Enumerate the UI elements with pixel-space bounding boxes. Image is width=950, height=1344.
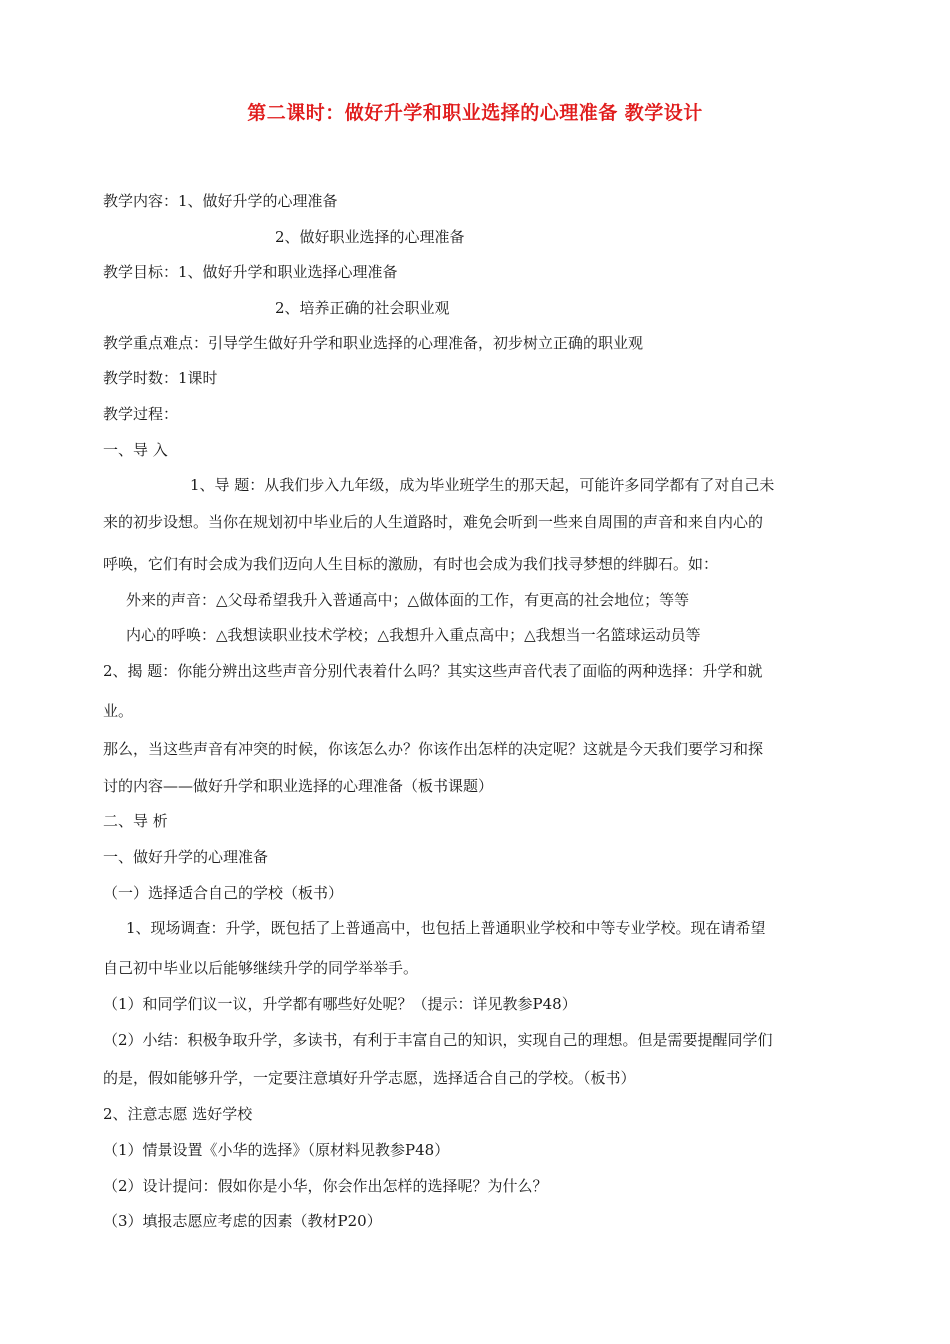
text-line: 1、导 题：从我们步入九年级，成为毕业班学生的那天起，可能许多同学都有了对自己未 bbox=[190, 476, 775, 494]
text-line: 外来的声音：△父母希望我升入普通高中；△做体面的工作，有更高的社会地位；等等 bbox=[126, 591, 690, 609]
text-line: 二、导 析 bbox=[103, 812, 168, 830]
text-line: （1）和同学们议一议，升学都有哪些好处呢？（提示：详见教参P48） bbox=[103, 995, 577, 1013]
text-line: 自己初中毕业以后能够继续升学的同学举举手。 bbox=[103, 959, 419, 977]
text-line: 2、注意志愿 选好学校 bbox=[103, 1105, 253, 1123]
text-line: 的是，假如能够升学，一定要注意填好升学志愿，选择适合自己的学校。（板书） bbox=[103, 1069, 636, 1087]
text-line: （2）小结：积极争取升学，多读书，有利于丰富自己的知识，实现自己的理想。但是需要提醒同学们 bbox=[103, 1031, 773, 1049]
text-line: 教学时数：1课时 bbox=[103, 369, 218, 387]
text-line: 教学内容：1、做好升学的心理准备 bbox=[103, 192, 338, 210]
text-line: 讨的内容——做好升学和职业选择的心理准备（板书课题） bbox=[103, 777, 494, 795]
document-title: 第二课时：做好升学和职业选择的心理准备 教学设计 bbox=[247, 102, 703, 124]
text-line: 2、做好职业选择的心理准备 bbox=[275, 228, 465, 246]
text-line: 教学过程： bbox=[103, 405, 179, 423]
text-line: 2、揭 题：你能分辨出这些声音分别代表着什么吗？其实这些声音代表了面临的两种选择：升学和就 bbox=[103, 662, 763, 680]
text-line: 那么，当这些声音有冲突的时候，你该怎么办？你该作出怎样的决定呢？这就是今天我们要学习和探 bbox=[103, 740, 764, 758]
text-line: 呼唤，它们有时会成为我们迈向人生目标的激励，有时也会成为我们找寻梦想的绊脚石。如： bbox=[103, 555, 719, 573]
text-line: 业。 bbox=[103, 702, 134, 720]
text-line: 来的初步设想。当你在规划初中毕业后的人生道路时，难免会听到一些来自周围的声音和来自内心的 bbox=[103, 513, 764, 531]
text-line: 1、现场调查：升学，既包括了上普通高中，也包括上普通职业学校和中等专业学校。现在请希望 bbox=[126, 919, 766, 937]
text-line: （3）填报志愿应考虑的因素（教材P20） bbox=[103, 1212, 382, 1230]
text-line: 一、导 入 bbox=[103, 441, 168, 459]
text-line: （2）设计提问：假如你是小华，你会作出怎样的选择呢？为什么？ bbox=[103, 1177, 548, 1195]
text-line: 一、做好升学的心理准备 bbox=[103, 848, 269, 866]
text-line: 内心的呼唤：△我想读职业技术学校；△我想升入重点高中；△我想当一名篮球运动员等 bbox=[126, 626, 701, 644]
text-line: 教学目标：1、做好升学和职业选择心理准备 bbox=[103, 263, 398, 281]
text-line: （1）情景设置《小华的选择》（原材料见教参P48） bbox=[103, 1141, 450, 1159]
text-line: 2、培养正确的社会职业观 bbox=[275, 299, 450, 317]
text-line: 教学重点难点：引导学生做好升学和职业选择的心理准备，初步树立正确的职业观 bbox=[103, 334, 644, 352]
text-line: （一）选择适合自己的学校（板书） bbox=[103, 884, 344, 902]
